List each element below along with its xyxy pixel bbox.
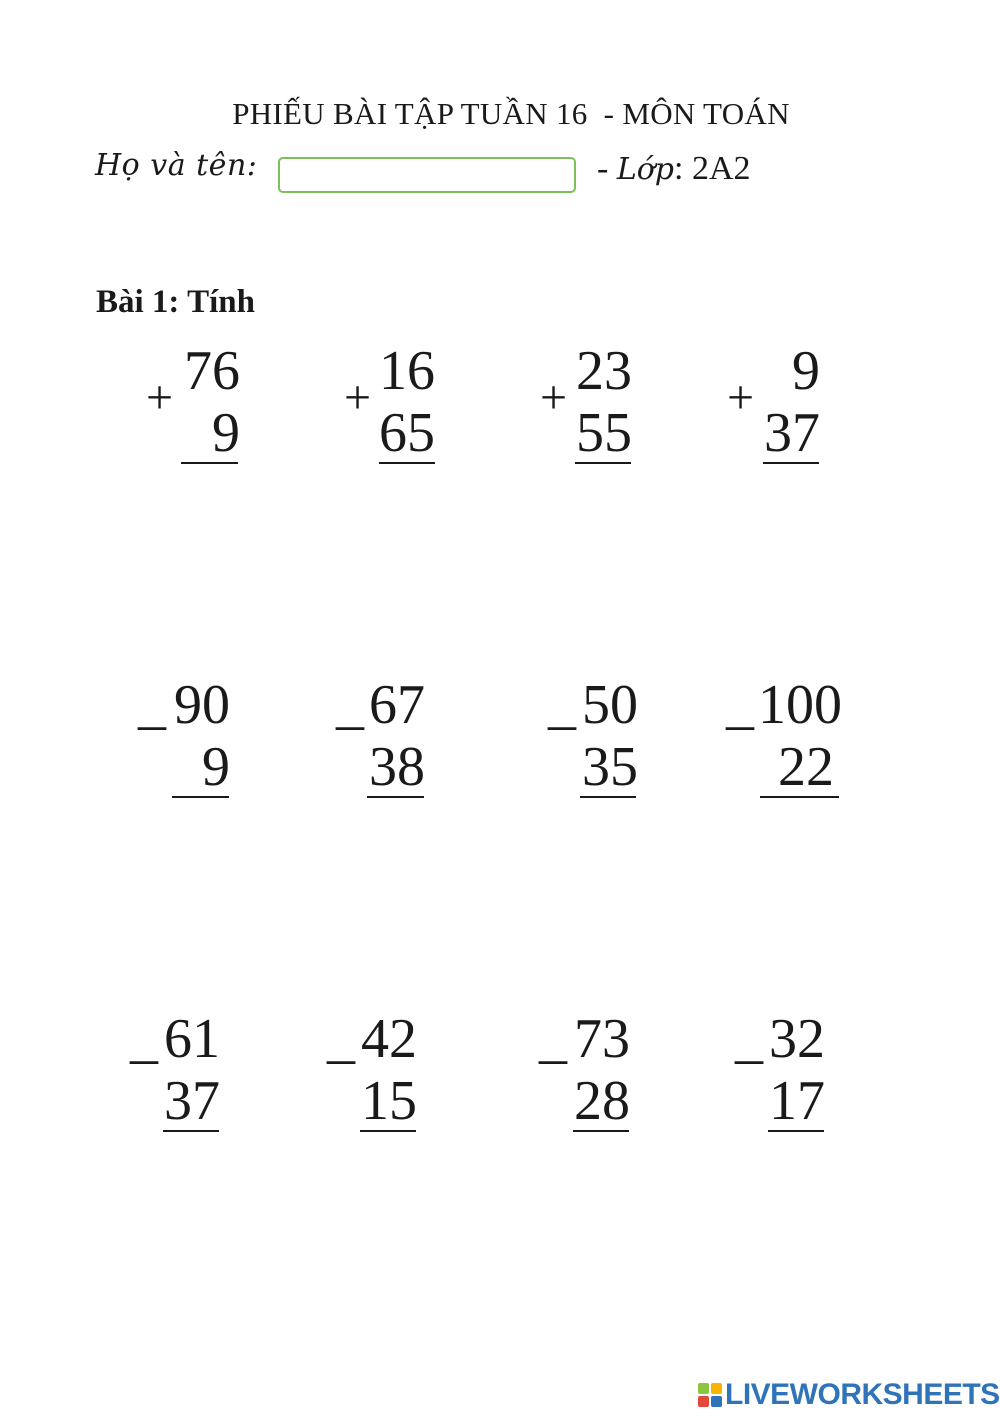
problem-4-bottom-number: 37	[764, 402, 820, 464]
liveworksheets-logo-icon	[698, 1383, 722, 1407]
problem-8-top-number: 100	[758, 674, 842, 736]
problem-11-top-number: 73	[574, 1008, 630, 1070]
problem-10-answer-line	[360, 1130, 416, 1132]
class-line	[597, 150, 751, 188]
problem-5-operator: _	[138, 674, 166, 736]
problem-3-operator: +	[540, 371, 568, 424]
problem-10-operator: _	[327, 1008, 355, 1070]
problem-7-operator: _	[548, 674, 576, 736]
problem-6-bottom-number: 38	[369, 736, 425, 798]
page-title: PHIẾU BÀI TẬP TUẦN 16 - MÔN TOÁN	[232, 96, 790, 131]
problem-5-answer-line	[172, 796, 229, 798]
problem-6-top-number: 67	[369, 674, 425, 736]
problem-2-operator: +	[344, 371, 372, 424]
problem-2-top-number: 16	[379, 340, 435, 402]
problem-8-answer-line	[760, 796, 839, 798]
logo-square-yellow	[711, 1383, 722, 1394]
problem-6-operator: _	[336, 674, 364, 736]
problem-1-answer-line	[181, 462, 238, 464]
problem-5-bottom-number: 9	[202, 736, 230, 798]
problem-8-bottom-number: 22	[778, 736, 834, 798]
problem-11-answer-line	[573, 1130, 629, 1132]
class-prefix: -	[597, 150, 617, 187]
liveworksheets-brand	[698, 1378, 1000, 1412]
problem-9-answer-line	[163, 1130, 219, 1132]
student-name-input[interactable]	[278, 157, 576, 193]
brand-name: LIVEWORKSHEETS	[725, 1378, 1000, 1411]
class-colon: :	[674, 150, 692, 187]
section-title: Bài 1: Tính	[96, 284, 255, 320]
problem-9-top-number: 61	[164, 1008, 220, 1070]
problem-10-bottom-number: 15	[361, 1070, 417, 1132]
problem-3-top-number: 23	[576, 340, 632, 402]
logo-square-green	[698, 1383, 709, 1394]
problem-1-bottom-number: 9	[212, 402, 240, 464]
problem-5-top-number: 90	[174, 674, 230, 736]
class-label: Lớp	[616, 152, 675, 187]
problem-4-top-number: 9	[792, 340, 820, 402]
problem-12-bottom-number: 17	[769, 1070, 825, 1132]
problem-11-operator: _	[539, 1008, 567, 1070]
problem-2-bottom-number: 65	[379, 402, 435, 464]
problem-6-answer-line	[367, 796, 424, 798]
logo-square-red	[698, 1396, 709, 1407]
problem-7-answer-line	[580, 796, 636, 798]
problem-9-bottom-number: 37	[164, 1070, 220, 1132]
problem-4-operator: +	[727, 371, 755, 424]
problem-12-operator: _	[735, 1008, 763, 1070]
problem-8-operator: _	[726, 674, 754, 736]
problem-9-operator: _	[130, 1008, 158, 1070]
problem-1-top-number: 76	[184, 340, 240, 402]
problem-11-bottom-number: 28	[574, 1070, 630, 1132]
problem-3-answer-line	[575, 462, 631, 464]
name-label: Họ và tên:	[95, 148, 258, 183]
problem-1-operator: +	[146, 371, 174, 424]
problem-10-top-number: 42	[361, 1008, 417, 1070]
problem-2-answer-line	[379, 462, 435, 464]
class-value: 2A2	[691, 150, 751, 187]
logo-square-blue	[711, 1396, 722, 1407]
problem-4-answer-line	[763, 462, 819, 464]
problem-12-answer-line	[768, 1130, 824, 1132]
problem-7-top-number: 50	[582, 674, 638, 736]
problem-12-top-number: 32	[769, 1008, 825, 1070]
problem-7-bottom-number: 35	[582, 736, 638, 798]
problem-3-bottom-number: 55	[576, 402, 632, 464]
